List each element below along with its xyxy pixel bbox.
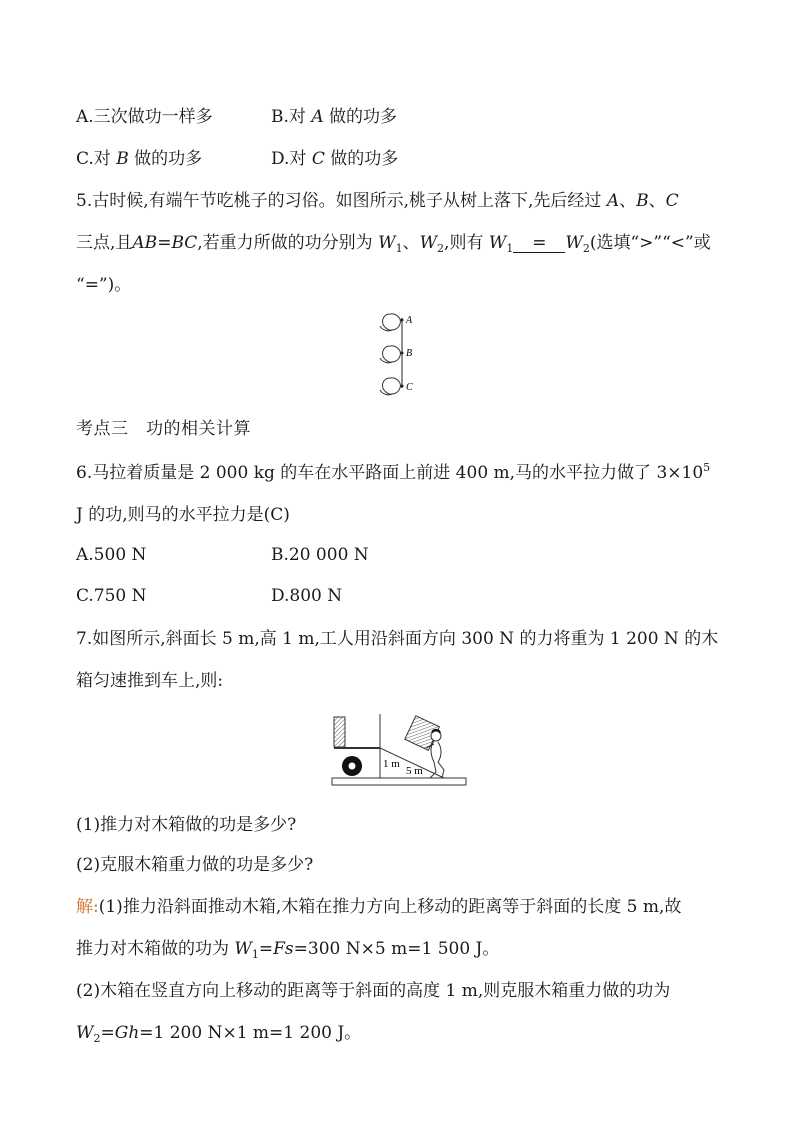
- q7-subquestion-2: (2)克服木箱重力做的功是多少?: [76, 855, 314, 875]
- q4-option-a: A.三次做功一样多: [76, 107, 213, 127]
- q6-line-1: 6.马拉着质量是 2 000 kg 的车在水平路面上前进 400 m,马的水平拉力做了 $3\times 10^5$: [76, 461, 711, 483]
- q6-line-2: J 的功,则马的水平拉力是(C): [76, 505, 290, 525]
- q5-answer-blank: =: [513, 234, 565, 253]
- peach-icon: [380, 314, 400, 331]
- q4-option-c: C.对 B 做的功多: [76, 149, 203, 169]
- q7-line-2: 箱匀速推到车上,则:: [76, 671, 224, 691]
- solution-label: 解:: [76, 897, 99, 917]
- fig-label-a: A: [406, 315, 413, 326]
- fig-label-b: B: [406, 348, 413, 359]
- q5-line-3: “=”)。: [76, 275, 132, 295]
- solution-line-2: 推力对木箱做的功为 $W_1=Fs=300$ N×5 m=1 500 J。: [76, 939, 500, 961]
- q7-line-1: 7.如图所示,斜面长 5 m,高 1 m,工人用沿斜面方向 300 N 的力将重为 1 200 N 的木: [76, 629, 719, 649]
- height-label: 1 m: [383, 758, 400, 770]
- q6-option-c: C.750 N: [76, 586, 147, 606]
- length-label: 5 m: [406, 765, 423, 777]
- peach-icon: [380, 346, 400, 363]
- truck-tailboard: [334, 717, 345, 747]
- q6-option-d: D.800 N: [271, 586, 343, 606]
- peach-falling-figure: [372, 308, 424, 400]
- solution-line-4: $W_2=Gh=1$ 200 N×1 m=1 200 J。: [76, 1023, 362, 1045]
- solution-line-3: (2)木箱在竖直方向上移动的距离等于斜面的高度 1 m,则克服木箱重力做的功为: [76, 981, 671, 1001]
- q4-option-b: B.对 A 做的功多: [271, 107, 397, 127]
- q5-line-2: 三点,且AB=BC,若重力所做的功分别为 $W_1$、$W_2$,则有 $W_1 = W_2$(选填“>”“<”或: [76, 233, 711, 255]
- solution-line-1: 解:(1)推力沿斜面推动木箱,木箱在推力方向上移动的距离等于斜面的长度 5 m,故: [76, 897, 682, 917]
- incline-figure: [326, 712, 470, 788]
- q4-option-d: D.对 C 做的功多: [271, 149, 399, 169]
- q6-option-b: B.20 000 N: [271, 545, 369, 565]
- fig-label-c: C: [406, 382, 413, 393]
- q6-option-a: A.500 N: [76, 545, 147, 565]
- q7-subquestion-1: (1)推力对木箱做的功是多少?: [76, 815, 297, 835]
- q5-line-1: 5.古时候,有端午节吃桃子的习俗。如图所示,桃子从树上落下,先后经过 A、B、C: [76, 191, 679, 211]
- section-heading: 考点三 功的相关计算: [76, 419, 251, 439]
- peach-icon: [380, 378, 400, 395]
